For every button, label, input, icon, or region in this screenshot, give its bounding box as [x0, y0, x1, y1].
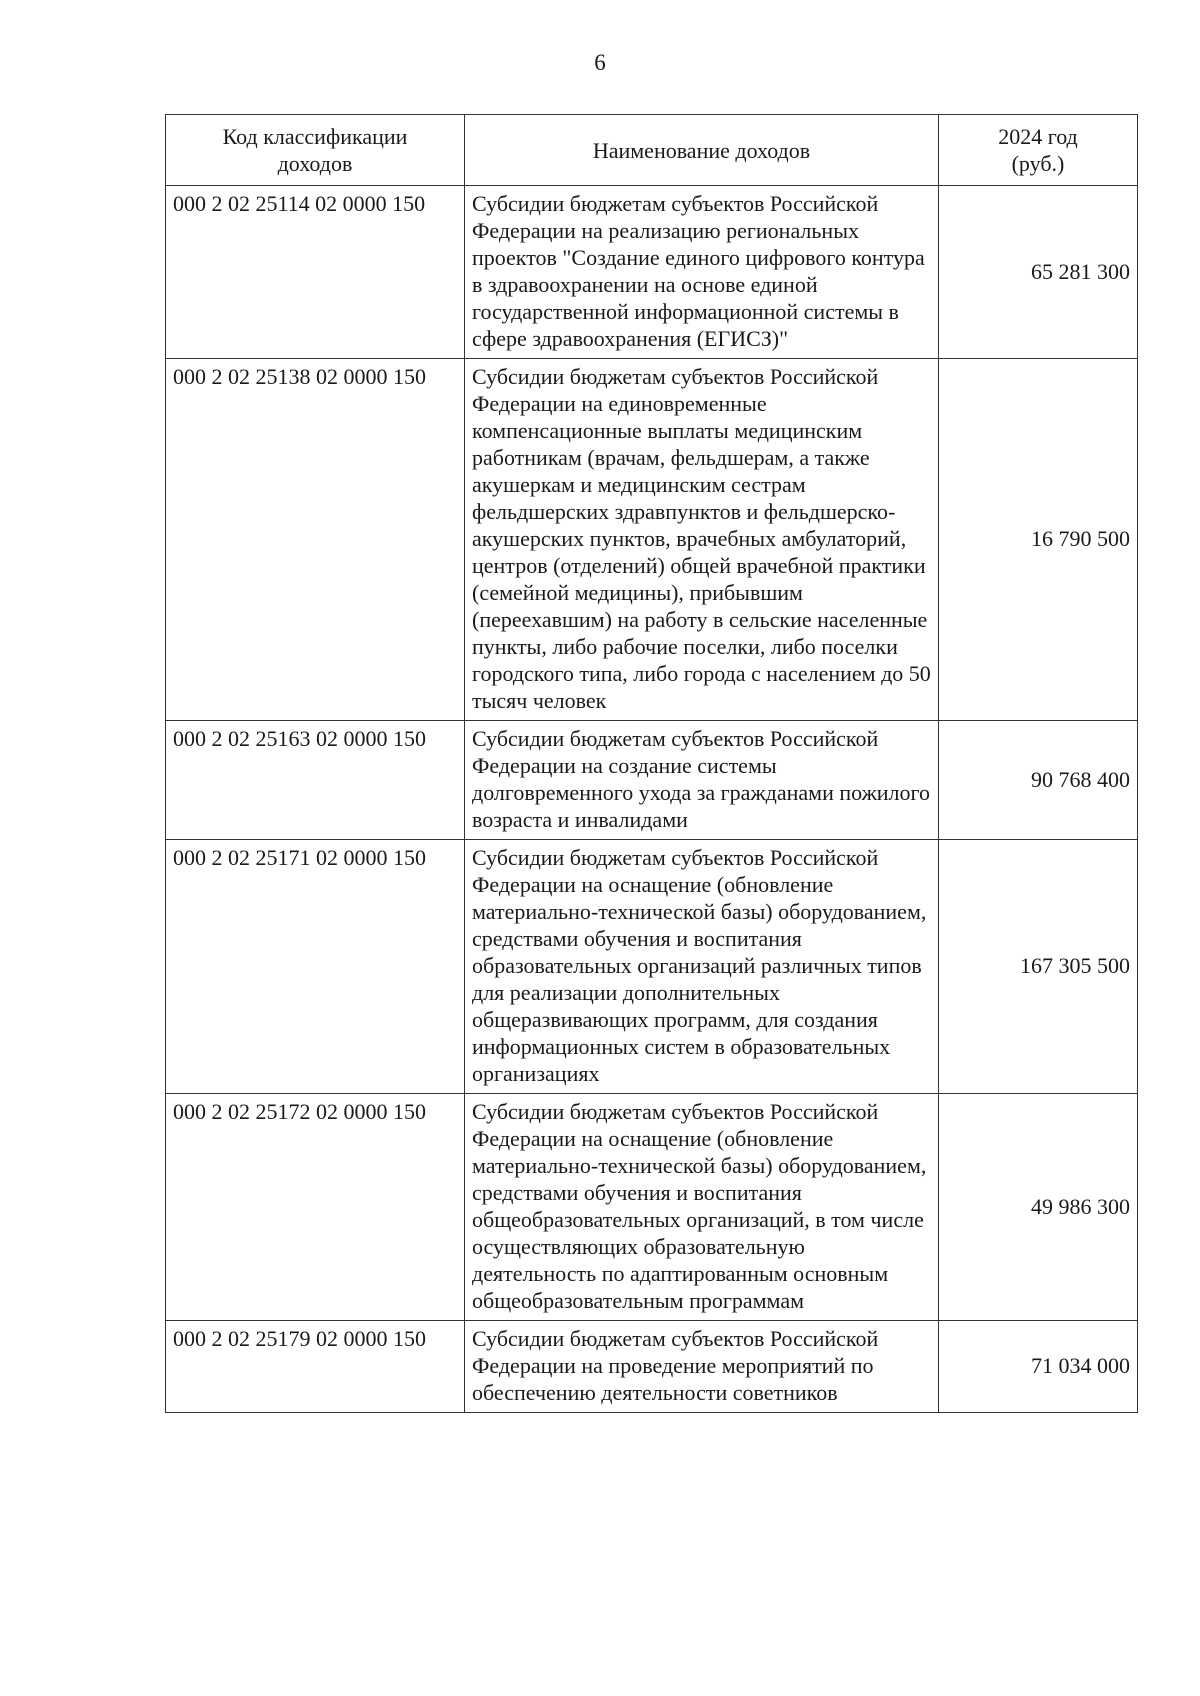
income-name-cell: Субсидии бюджетам субъектов Российской Федерации на оснащение (обновление материально-технической базы) оборудованием, средствами обучения и воспитания общеобразовательных организаций, в том числе осуществляющих образовательную деятельность по адаптированным основным общеобразовательным программам	[465, 1094, 939, 1321]
income-code-cell: 000 2 02 25114 02 0000 150	[166, 186, 465, 359]
table-header-row	[166, 115, 1138, 186]
income-code-cell: 000 2 02 25179 02 0000 150	[166, 1321, 465, 1413]
header-amount-line: 2024 год	[998, 124, 1078, 149]
table-row	[166, 1321, 1138, 1413]
table-row	[166, 840, 1138, 1094]
income-name-cell: Субсидии бюджетам субъектов Российской Федерации на создание системы долговременного ухода за гражданами пожилого возраста и инвалидами	[465, 721, 939, 840]
income-amount-cell: 167 305 500	[939, 840, 1138, 1094]
income-amount-cell: 49 986 300	[939, 1094, 1138, 1321]
income-code-cell: 000 2 02 25163 02 0000 150	[166, 721, 465, 840]
income-table	[165, 114, 1138, 1413]
income-amount-cell: 16 790 500	[939, 359, 1138, 721]
page-number: 6	[594, 50, 606, 75]
header-amount-line: (руб.)	[1011, 151, 1065, 176]
income-name-cell: Субсидии бюджетам субъектов Российской Федерации на оснащение (обновление материально-технической базы) оборудованием, средствами обучения и воспитания образовательных организаций различных типов для реализации дополнительных общеразвивающих программ, для создания информационных систем в образовательных организациях	[465, 840, 939, 1094]
income-amount-cell: 65 281 300	[939, 186, 1138, 359]
header-name: Наименование доходов	[465, 115, 939, 186]
table-row	[166, 1094, 1138, 1321]
table-row	[166, 721, 1138, 840]
income-amount-cell: 90 768 400	[939, 721, 1138, 840]
income-name-cell: Субсидии бюджетам субъектов Российской Федерации на реализацию региональных проектов "Создание единого цифрового контура в здравоохранении на основе единой государственной информационной системы в сфере здравоохранения (ЕГИСЗ)"	[465, 186, 939, 359]
table-row	[166, 359, 1138, 721]
header-code	[166, 115, 465, 186]
header-code-line: Код классификации	[222, 124, 408, 149]
header-amount	[939, 115, 1138, 186]
table-row	[166, 186, 1138, 359]
income-code-cell: 000 2 02 25172 02 0000 150	[166, 1094, 465, 1321]
income-name-cell: Субсидии бюджетам субъектов Российской Федерации на единовременные компенсационные выплаты медицинским работникам (врачам, фельдшерам, а также акушеркам и медицинским сестрам фельдшерских здравпунктов и фельдшерско-акушерских пунктов, врачебных амбулаторий, центров (отделений) общей врачебной практики (семейной медицины), прибывшим (переехавшим) на работу в сельские населенные пункты, либо рабочие поселки, либо поселки городского типа, либо города с населением до 50 тысяч человек	[465, 359, 939, 721]
income-name-cell: Субсидии бюджетам субъектов Российской Федерации на проведение мероприятий по обеспечению деятельности советников	[465, 1321, 939, 1413]
income-amount-cell: 71 034 000	[939, 1321, 1138, 1413]
income-code-cell: 000 2 02 25138 02 0000 150	[166, 359, 465, 721]
header-code-line: доходов	[277, 151, 353, 176]
income-code-cell: 000 2 02 25171 02 0000 150	[166, 840, 465, 1094]
